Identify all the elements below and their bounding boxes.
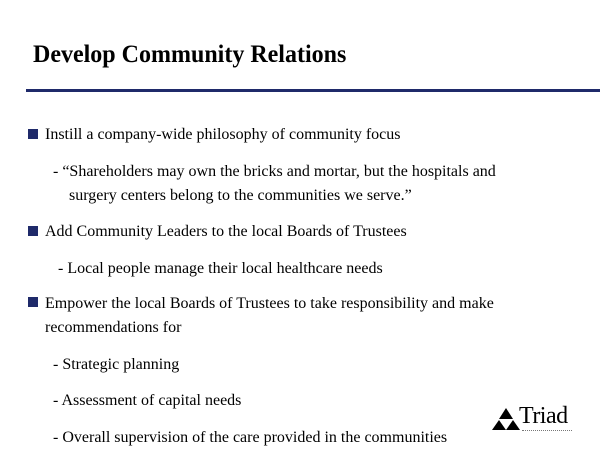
sub-item-text: - Strategic planning xyxy=(53,356,180,373)
bullet-text: recommendations for xyxy=(45,319,182,336)
sub-item-text: - “Shareholders may own the bricks and mortar, but the hospitals and xyxy=(53,163,496,180)
bullet-text: Instill a company-wide philosophy of community focus xyxy=(45,126,401,143)
sub-item-text: surgery centers belong to the communities we serve.” xyxy=(69,187,412,204)
bullet-square-icon xyxy=(28,297,38,307)
bullet-square-icon xyxy=(28,129,38,139)
bullet-square-icon xyxy=(28,226,38,236)
sub-item-text: - Local people manage their local healthcare needs xyxy=(58,260,383,277)
logo-wordmark: Triad xyxy=(519,403,568,429)
logo-tagline-decoration xyxy=(522,430,572,433)
slide-title: Develop Community Relations xyxy=(33,41,347,68)
bullet-text: Add Community Leaders to the local Boards of Trustees xyxy=(45,223,407,240)
bullet-text: Empower the local Boards of Trustees to take responsibility and make xyxy=(45,295,494,312)
sub-item-text: - Assessment of capital needs xyxy=(53,392,242,409)
title-divider xyxy=(26,89,600,92)
company-logo xyxy=(492,405,582,437)
sub-item-text: - Overall supervision of the care provided in the communities xyxy=(53,429,448,446)
triangle-logo-icon xyxy=(492,407,520,431)
